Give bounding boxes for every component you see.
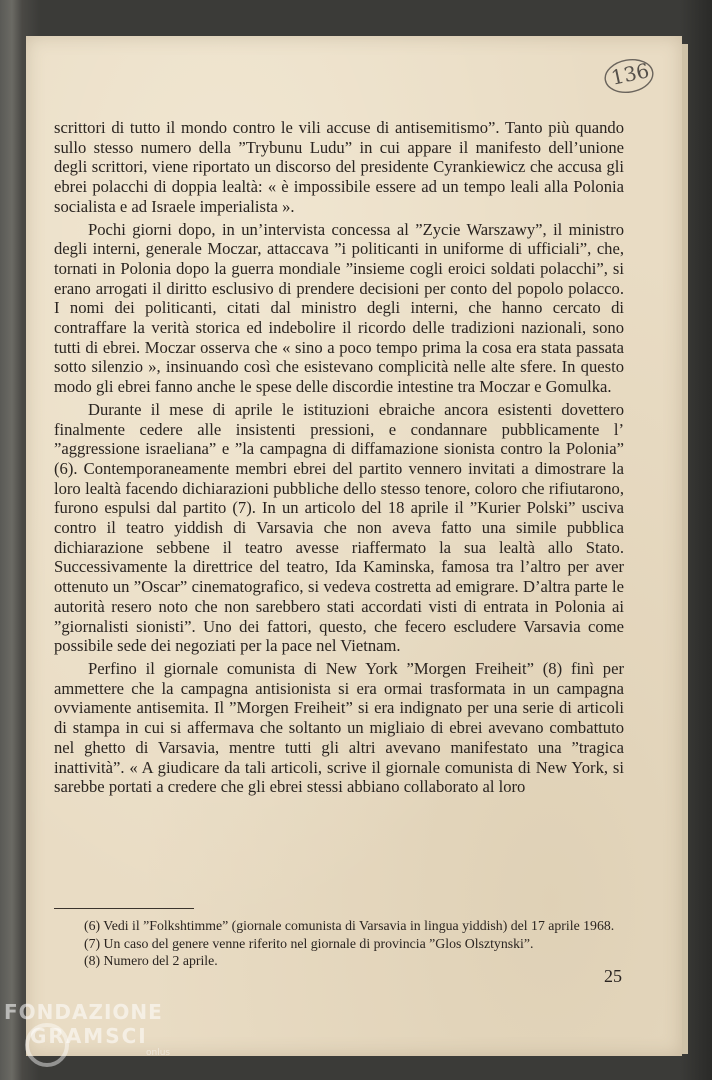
- footnote-8: (8) Numero del 2 aprile.: [84, 953, 218, 968]
- paragraph-1: scrittori di tutto il mondo contro le vili accuse di antisemitismo”. Tanto più quando sullo stesso numero della ”Trybunu Ludu” in cui appare il manifesto dell’unione degli scrittori, viene riportato un discorso del presidente Cyrankiewicz che accusa gli ebrei polacchi di doppia lealtà: « è impossibile essere ad un tempo leali alla Polonia socialista e ad Israele imperialista ».: [54, 118, 624, 216]
- paragraph-2: Pochi giorni dopo, in un’intervista concessa al ”Zycie Warszawy”, il ministro degli interni, generale Moczar, attaccava ”i politicanti in uniforme di ufficiali”, che, tornati in Polonia dopo la guerra mondiale ”insieme cogli eroici soldati polacchi”, si erano arrogati il diritto esclusivo di prendere decisioni per conto del popolo polacco. I nomi dei politicanti, citati dal ministro degli interni, che hanno cercato di contraffare la verità storica ed indebolire il ricordo delle tradizioni nazionali, sono tutti di ebrei. Moczar osserva che « sino a poco tempo prima la cosa era stata passata sotto silenzio », insinuando così che esistevano complicità nelle alte sfere. In questo modo gli ebrei fanno anche le spese delle discordie intestine tra Moczar e Gomulka.: [54, 219, 624, 397]
- archive-number: 136: [608, 58, 652, 90]
- watermark-line1: FONDAZIONE: [4, 1000, 163, 1024]
- watermark-line2: GRAMSCI: [30, 1024, 148, 1048]
- paragraph-3: Durante il mese di aprile le istituzioni ebraiche ancora esistenti dovettero finalmente cedere alle insistenti pressioni, e condannare pubblicamente l’ ”aggressione israeliana” e ”la campagna di diffamazione sionista contro la Polonia” (6). Contemporaneamente membri ebrei del partito vennero invitati a dimostrare la loro lealtà facendo dichiarazioni pubbliche dello stesso tenore, coloro che rifiutarono, furono espulsi dal partito (7). In un articolo del 18 aprile il ”Kurier Polski” usciva contro il teatro yiddish di Varsavia che non aveva fatto una simile pubblica dichiarazione sebbene il teatro avesse riaffermato la sua lealtà allo Stato. Successivamente la direttrice del teatro, Ida Kaminska, famosa tra l’altro per aver ottenuto un ”Oscar” cinematografico, si vedeva costretta ad emigrare. D’altra parte le autorità resero noto che non sarebbero stati accordati visti di entrata in Polonia ai ”giornalisti sionisti”. Uno dei fattori, questo, che fecero escludere Varsavia come possibile sede dei negoziati per la pace nel Vietnam.: [54, 399, 624, 656]
- page-number: 25: [604, 966, 622, 986]
- paragraph-4: Perfino il giornale comunista di New York ”Morgen Freiheit” (8) finì per ammettere che la campagna antisionista si era ormai trasformata in un campagna ovviamente antisemita. Il ”Morgen Freiheit” si era indignato per una serie di articoli di stampa in cui si affermava che soltanto un migliaio di ebrei avevano combattuto nel ghetto di Varsavia, mentre tutti gli altri avevano manifestato una ”tragica inattività”. « A giudicare da tali articoli, scrive il giornale comunista di New York, si sarebbe portati a credere che gli ebrei stessi abbiano collaborato al loro: [54, 658, 624, 797]
- document-page: [26, 36, 682, 1056]
- watermark-line3: onlus: [146, 1048, 171, 1058]
- archive-number-mark: [601, 56, 657, 96]
- body-text: [54, 118, 624, 800]
- watermark: [4, 1000, 204, 1072]
- footnote-divider: [54, 908, 194, 909]
- footnote-7: (7) Un caso del genere venne riferito nel giornale di provincia ”Glos Olsztynski”.: [84, 935, 534, 951]
- footnote-6: (6) Vedi il ”Folkshtimme” (giornale comunista di Varsavia in lingua yiddish) del 17 aprile 1968.: [84, 918, 615, 933]
- footnotes: [54, 908, 624, 970]
- page-edge: [682, 44, 688, 1054]
